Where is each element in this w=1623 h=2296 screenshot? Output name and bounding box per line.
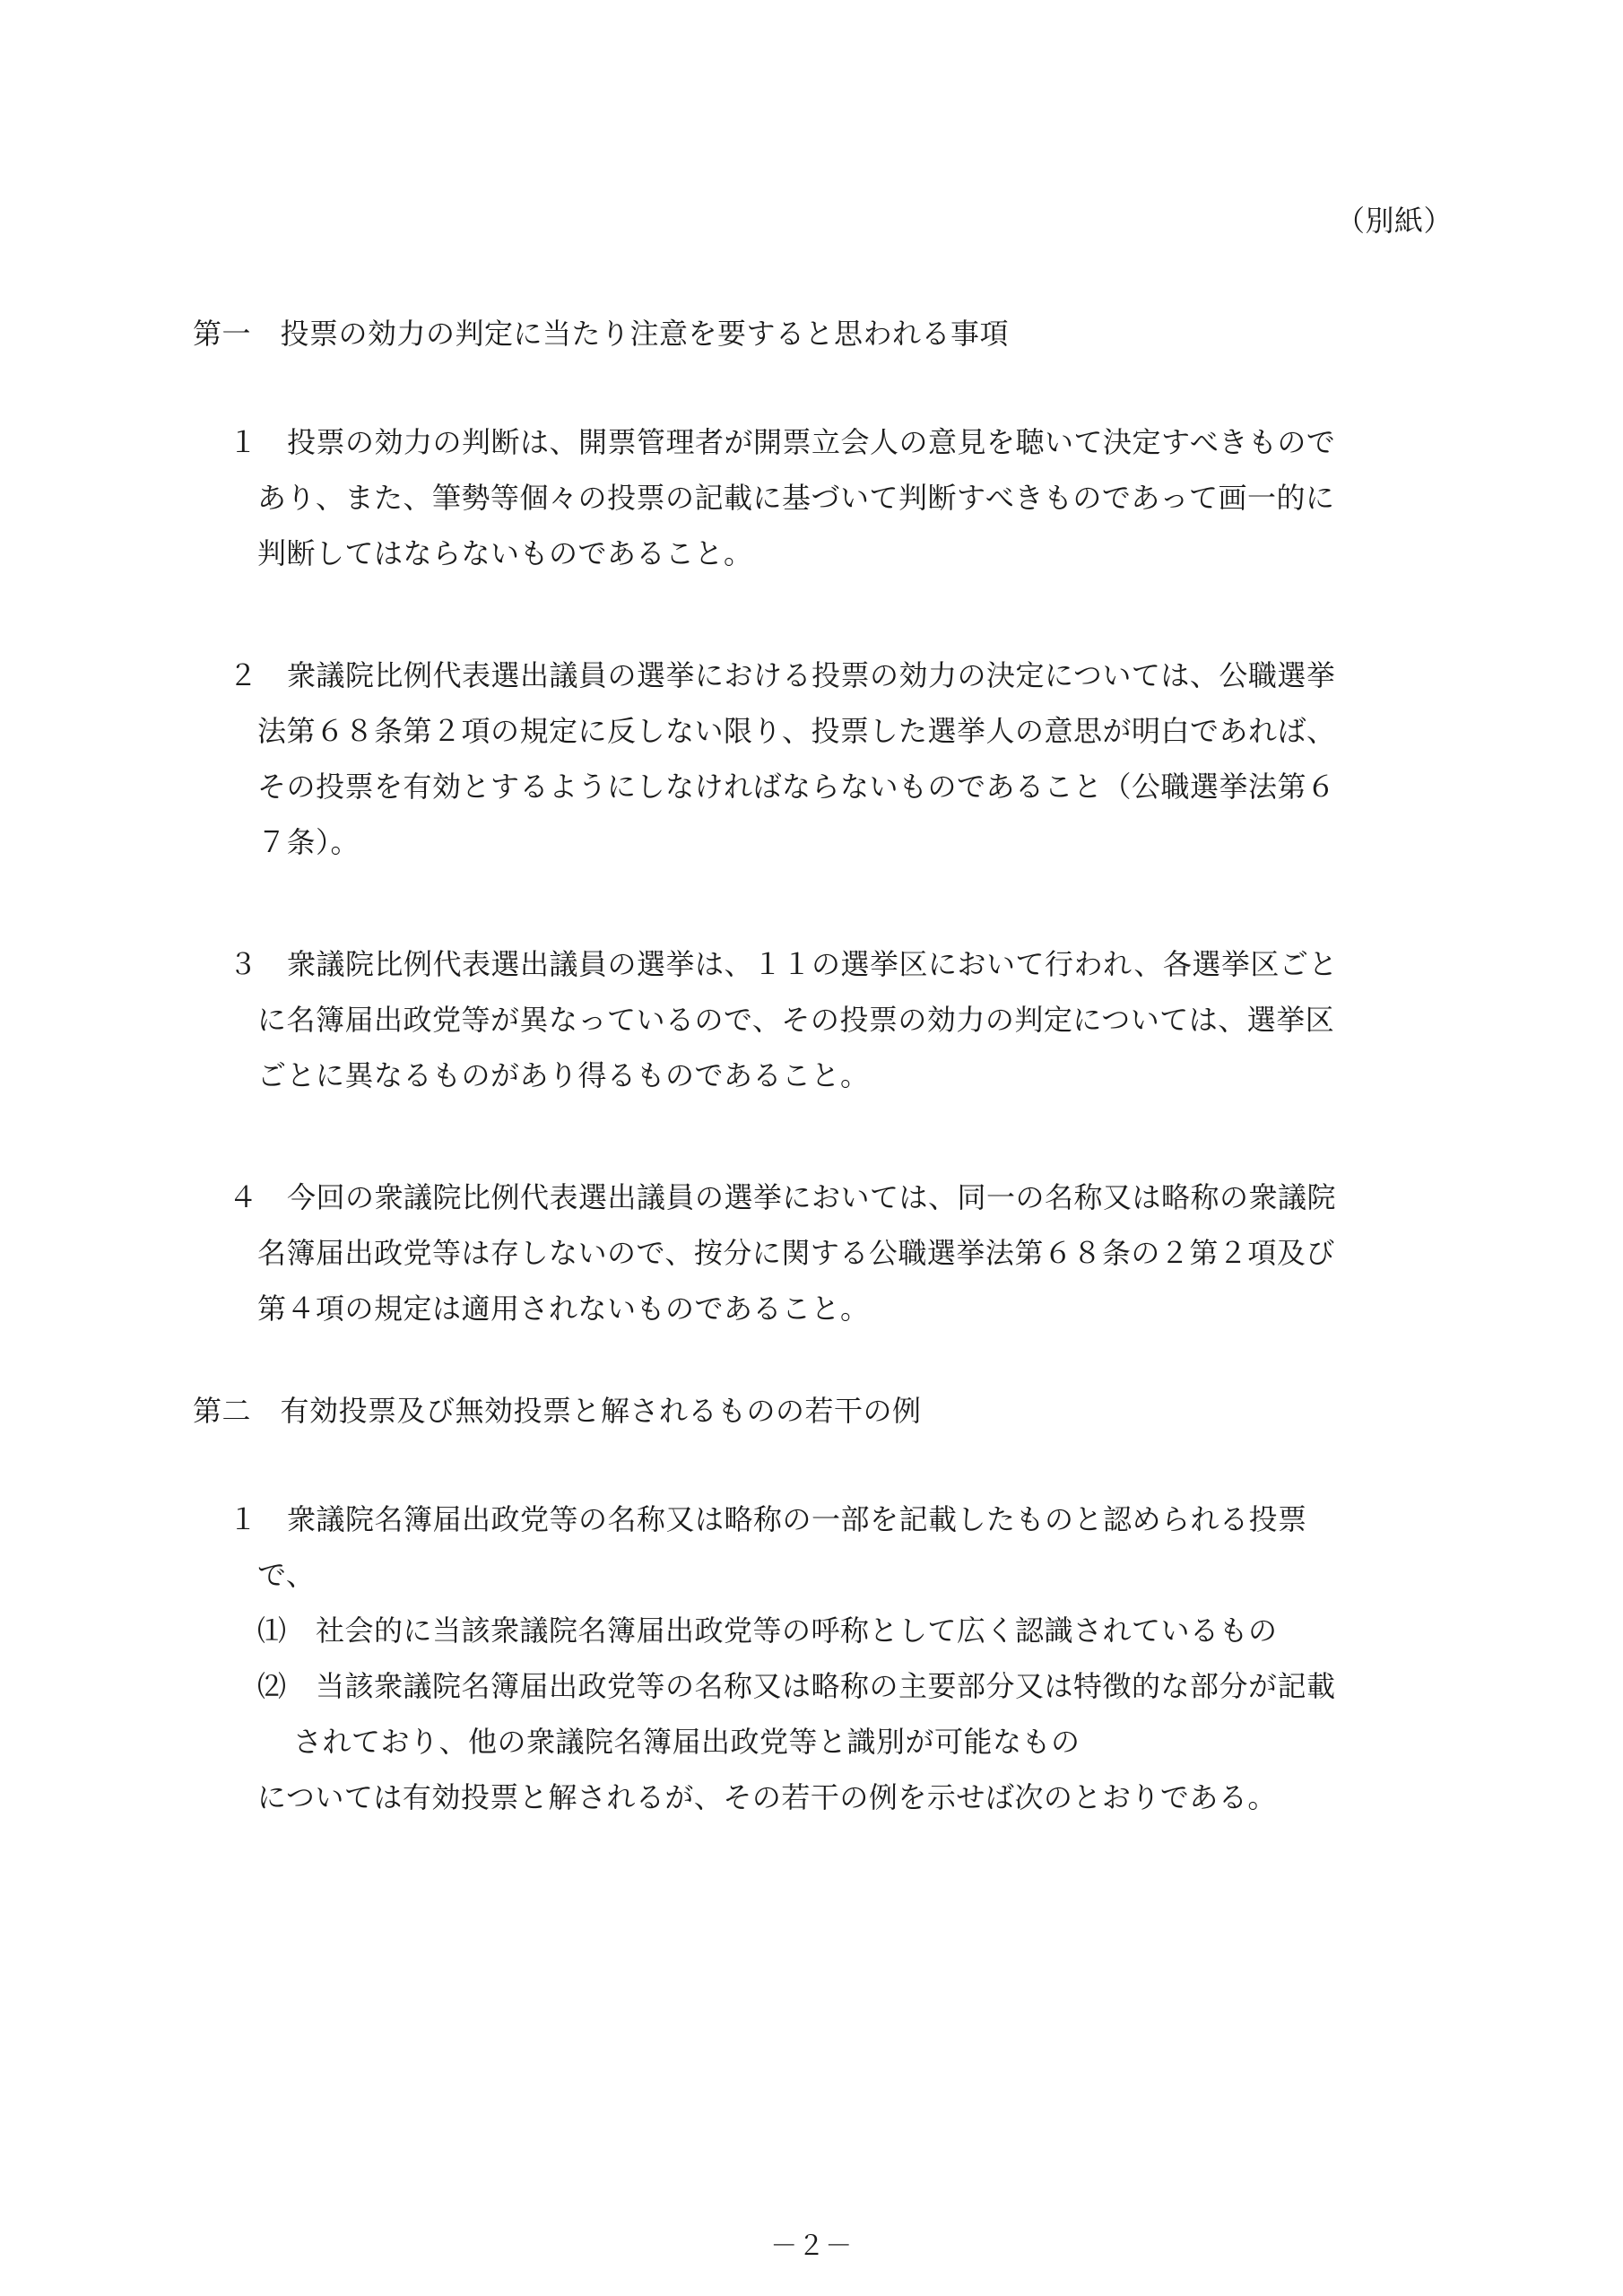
attachment-label: （別紙）	[1336, 204, 1454, 238]
section-1-item-3-line-2: に名簿届出政党等が異なっているので、その投票の効力の判定については、選挙区	[257, 1003, 1335, 1037]
section-1-item-1-line-1: １ 投票の効力の判断は、開票管理者が開票立会人の意見を聴いて決定すべきもので	[229, 425, 1336, 459]
section-1-item-2-line-4: ７条）。	[257, 825, 360, 859]
section-1-item-1-line-2: あり、また、筆勢等個々の投票の記載に基づいて判断すべきものであって画一的に	[257, 481, 1335, 515]
section-1-heading: 第一 投票の効力の判定に当たり注意を要すると思われる事項	[193, 317, 1010, 351]
section-1-item-2-line-1: ２ 衆議院比例代表選出議員の選挙における投票の効力の決定については、公職選挙	[229, 658, 1336, 692]
section-1-item-4-line-3: 第４項の規定は適用されないものであること。	[257, 1292, 870, 1326]
section-1-item-4-line-2: 名簿届出政党等は存しないので、按分に関する公職選挙法第６８条の２第２項及び	[257, 1236, 1335, 1270]
section-1-item-2-line-3: その投票を有効とするようにしなければならないものであること（公職選挙法第６	[257, 770, 1336, 804]
section-2-heading: 第二 有効投票及び無効投票と解されるものの若干の例	[193, 1394, 922, 1428]
subitem-2-line-2: されており、他の衆議院名簿届出政党等と識別が可能なもの	[293, 1725, 1081, 1759]
section-2-item-1-line-1: １ 衆議院名簿届出政党等の名称又は略称の一部を記載したものと認められる投票	[229, 1502, 1307, 1536]
section-2-item-1-conclusion: については有効投票と解されるが、その若干の例を示せば次のとおりである。	[257, 1780, 1277, 1814]
section-1-item-3-line-1: ３ 衆議院比例代表選出議員の選挙は、１１の選挙区において行われ、各選挙区ごと	[229, 947, 1338, 981]
section-1-item-1-line-3: 判断してはならないものであること。	[257, 536, 753, 570]
subitem-1: ⑴ 社会的に当該衆議院名簿届出政党等の呼称として広く認識されているもの	[257, 1613, 1278, 1648]
subitem-2-line-1: ⑵ 当該衆議院名簿届出政党等の名称又は略称の主要部分又は特徴的な部分が記載	[257, 1669, 1336, 1703]
section-1-item-3-line-3: ごとに異なるものがあり得るものであること。	[257, 1058, 870, 1092]
section-1-item-2-line-2: 法第６８条第２項の規定に反しない限り、投票した選挙人の意思が明白であれば、	[257, 714, 1336, 748]
page-number: －２－	[770, 2231, 853, 2262]
section-1-item-4-line-1: ４ 今回の衆議院比例代表選出議員の選挙においては、同一の名称又は略称の衆議院	[229, 1180, 1337, 1214]
section-2-item-1-line-2: で、	[257, 1558, 316, 1592]
